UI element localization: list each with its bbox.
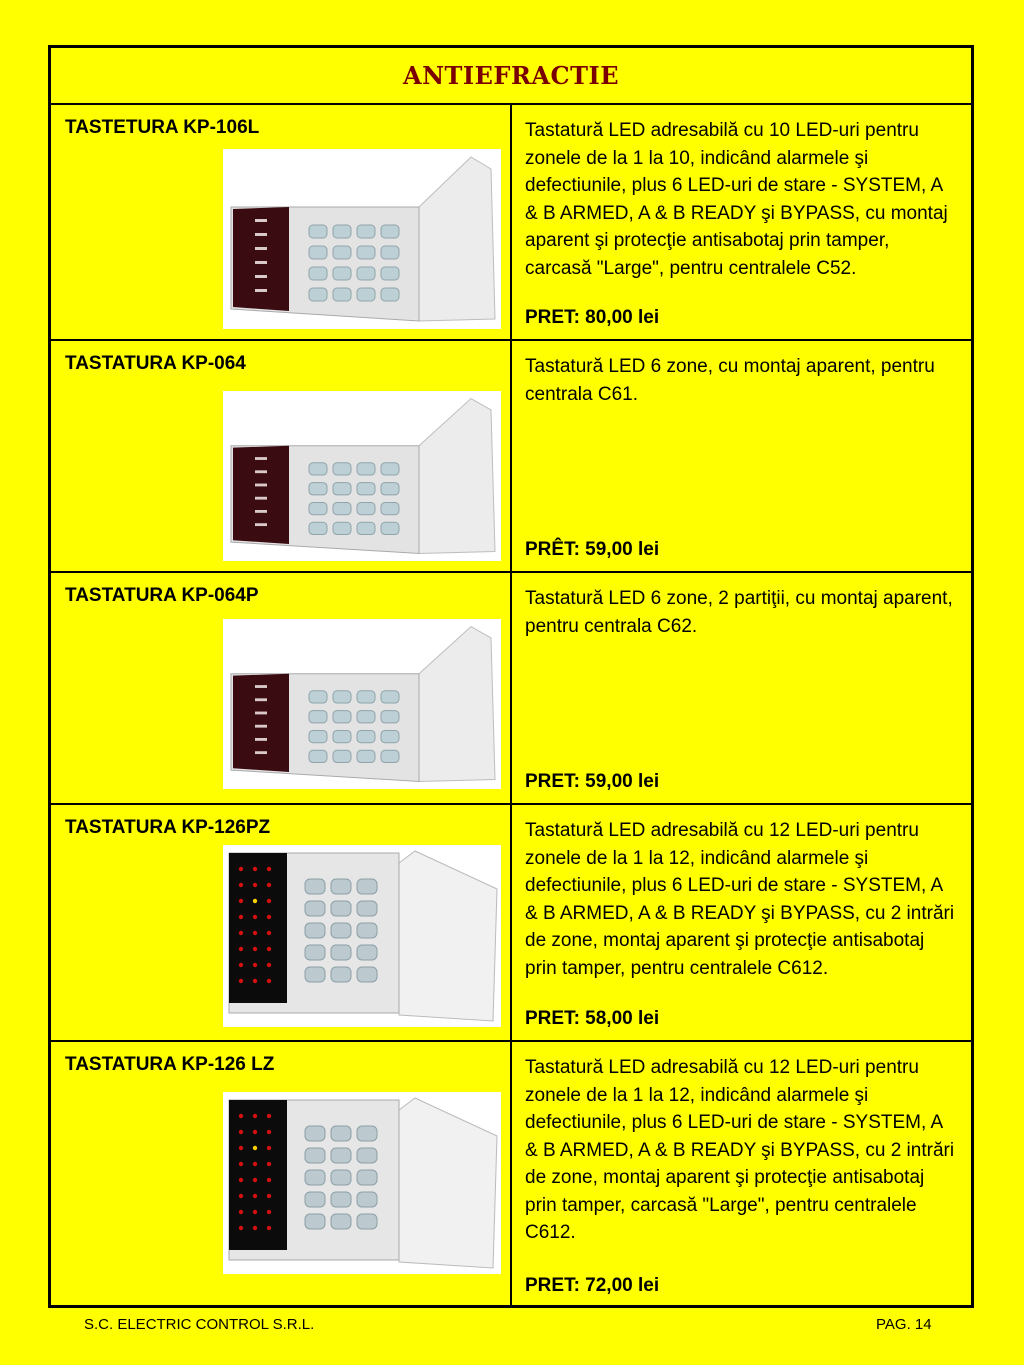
product-name: TASTATURA KP-126 LZ (65, 1054, 275, 1075)
keypad-photo (223, 149, 501, 329)
footer-page-number: PAG. 14 (876, 1316, 932, 1333)
product-name: TASTATURA KP-064 (65, 353, 246, 374)
description-cell (512, 805, 971, 1040)
product-cell (51, 1042, 512, 1307)
product-description: Tastatură LED adresabilă cu 10 LED-uri pentru zonele de la 1 la 10, indicând alarmele şi defectiunile, plus 6 LED-uri de stare - SYSTEM, A & B ARMED, A & B READY şi BYPASS, cu montaj aparent şi protecţie antisabotaj prin tamper, carcasă "Large", pentru centralele C52. (525, 120, 948, 279)
keypad-photo (223, 619, 501, 789)
product-cell (51, 573, 512, 803)
product-table (48, 45, 974, 1308)
product-price: PRET: 58,00 lei (525, 1008, 660, 1029)
description-cell (512, 105, 971, 339)
table-row (51, 105, 971, 341)
product-description: Tastatură LED adresabilă cu 12 LED-uri pentru zonele de la 1 la 12, indicând alarmele şi defectiunile, plus 6 LED-uri de stare - SYSTEM, A & B ARMED, A & B READY şi BYPASS, cu 2 intrări de zone, montaj aparent şi protecţie antisabotaj prin tamper, pentru centralele C612. (525, 820, 955, 979)
description-cell (512, 1042, 971, 1307)
product-description: Tastatură LED adresabilă cu 12 LED-uri pentru zonele de la 1 la 12, indicând alarmele şi defectiunile, plus 6 LED-uri de stare - SYSTEM, A & B ARMED, A & B READY şi BYPASS, cu 2 intrări de zone, montaj aparent şi protecţie antisabotaj prin tamper, carcasă "Large", pentru centralele C612. (525, 1057, 955, 1243)
table-row (51, 341, 971, 573)
page-title: ANTIEFRACTIE (402, 61, 620, 90)
product-price: PRÊT: 59,00 lei (525, 539, 660, 560)
product-cell (51, 105, 512, 339)
product-cell (51, 341, 512, 571)
product-price: PRET: 59,00 lei (525, 771, 660, 792)
product-price: PRET: 80,00 lei (525, 307, 660, 328)
keypad-photo (223, 391, 501, 561)
keypad-photo (223, 845, 501, 1027)
table-row (51, 573, 971, 805)
description-cell (512, 341, 971, 571)
product-name: TASTATURA KP-064P (65, 585, 259, 606)
description-cell (512, 573, 971, 803)
product-cell (51, 805, 512, 1040)
product-name: TASTATURA KP-126PZ (65, 817, 271, 838)
product-name: TASTETURA KP-106L (65, 117, 260, 138)
table-row (51, 1042, 971, 1307)
product-price: PRET: 72,00 lei (525, 1275, 660, 1296)
table-row (51, 805, 971, 1042)
product-description: Tastatură LED 6 zone, 2 partiţii, cu montaj aparent, pentru centrala C62. (525, 588, 953, 637)
footer-company: S.C. ELECTRIC CONTROL S.R.L. (84, 1316, 315, 1333)
keypad-photo (223, 1092, 501, 1274)
table-header (51, 48, 971, 105)
product-description: Tastatură LED 6 zone, cu montaj aparent, pentru centrala C61. (525, 356, 935, 405)
